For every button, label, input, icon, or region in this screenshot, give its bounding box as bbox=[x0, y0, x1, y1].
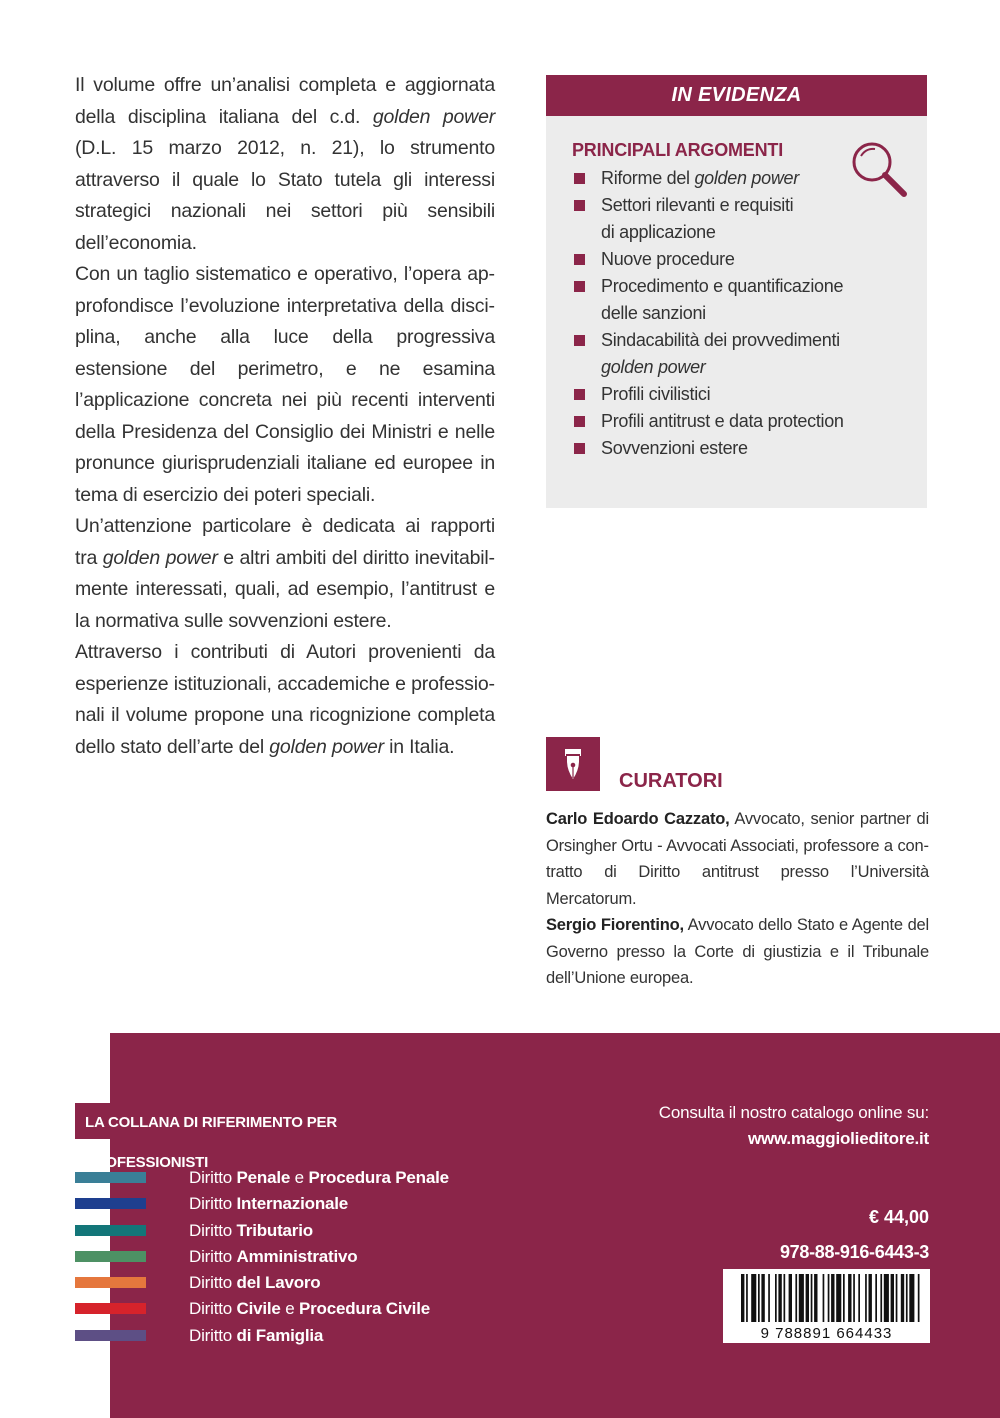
intro-paragraph-1: Il volume offre un’analisi completa e aggiornata della disciplina italiana del c.d. golden power (D.L. 15 marzo 2012, n. 21), lo strumento attraverso il quale lo Stato tutela gli interessi strategici nazionali nei settori più sensibili dell’economia. bbox=[75, 74, 496, 254]
bullet-square-icon bbox=[574, 389, 585, 400]
curatore-1: Carlo Edoardo Cazzato, Avvocato, senior partner di Orsingher Ortu - Avvocati Associati, professore a contratto di Diritto antitrust presso l’Università Mercatorum. bbox=[546, 810, 929, 908]
intro-paragraph-2: Con un taglio sistematico e operativo, l’opera approfondisce l’evoluzione interpretativa della disciplina, anche alla luce della progressiva estensione del perimetro, e ne esamina l’applicazione concreta nei più recenti interventi della Presidenza del Consiglio dei Ministri e nelle pronunce giurisprudenziali italiane ed europee in tema di esercizio dei poteri speciali. bbox=[75, 263, 495, 506]
argomenti-list bbox=[574, 165, 914, 462]
bullet-square-icon bbox=[574, 335, 585, 346]
bullet-square-icon bbox=[574, 416, 585, 427]
barcode-bar bbox=[789, 1274, 792, 1322]
barcode-bar bbox=[741, 1274, 744, 1322]
barcode-bar bbox=[799, 1274, 804, 1322]
curatori-text bbox=[546, 806, 929, 992]
bullet-square-icon bbox=[574, 281, 585, 292]
barcode-bar bbox=[843, 1274, 845, 1322]
barcode-bar bbox=[814, 1274, 817, 1322]
principali-argomenti-title: PRINCIPALI ARGOMENTI bbox=[572, 140, 783, 160]
barcode-bar bbox=[853, 1274, 855, 1322]
in-evidenza-box bbox=[546, 75, 927, 508]
barcode-bar bbox=[869, 1274, 872, 1322]
barcode-bar bbox=[778, 1274, 781, 1322]
argomento-item: Settori rilevanti e requisiti di applicazione bbox=[574, 192, 914, 246]
barcode-bar bbox=[891, 1274, 894, 1322]
color-bar bbox=[75, 1303, 146, 1314]
barcode-bar bbox=[858, 1274, 860, 1322]
barcode-bar bbox=[775, 1274, 777, 1322]
barcode-bar bbox=[761, 1274, 764, 1322]
collana-label: LA COLLANA DI RIFERIMENTO PER PROFESSIONISTI bbox=[75, 1103, 450, 1139]
intro-text bbox=[75, 70, 495, 763]
barcode-bar bbox=[906, 1274, 908, 1322]
bullet-square-icon bbox=[574, 254, 585, 265]
barcode-bar bbox=[836, 1274, 841, 1322]
barcode-bar bbox=[795, 1274, 797, 1322]
barcode-bar bbox=[768, 1274, 770, 1322]
barcode-bar bbox=[831, 1274, 834, 1322]
argomento-item: Sindacabilità dei provvedimenti golden power bbox=[574, 327, 914, 381]
barcode-bar bbox=[823, 1274, 825, 1322]
in-evidenza-header: IN EVIDENZA bbox=[546, 75, 927, 116]
argomento-item: Sovvenzioni estere bbox=[574, 435, 914, 462]
color-bar bbox=[75, 1330, 146, 1341]
argomento-item: Riforme del golden power bbox=[574, 165, 914, 192]
barcode-bar bbox=[784, 1274, 786, 1322]
catalog-info bbox=[659, 1100, 929, 1152]
barcode-bar bbox=[865, 1274, 867, 1322]
barcode-bar bbox=[811, 1274, 813, 1322]
barcode-bar bbox=[746, 1274, 748, 1322]
barcode-bar bbox=[880, 1274, 882, 1322]
barcode-bar bbox=[806, 1274, 809, 1322]
fountain-pen-icon bbox=[546, 737, 600, 791]
curatori-title: CURATORI bbox=[619, 770, 723, 792]
barcode-bar bbox=[901, 1274, 904, 1322]
price: € 44,00 bbox=[868, 1207, 929, 1227]
barcode-bar bbox=[896, 1274, 898, 1322]
barcode-bar bbox=[758, 1274, 760, 1322]
argomento-item: Procedimento e quantificazione delle sanzioni bbox=[574, 273, 914, 327]
bullet-square-icon bbox=[574, 173, 585, 184]
barcode-bar bbox=[848, 1274, 851, 1322]
color-bar bbox=[75, 1251, 146, 1262]
catalog-url: www.maggiolieditore.it bbox=[747, 1129, 929, 1148]
color-bar bbox=[75, 1172, 146, 1183]
barcode bbox=[723, 1269, 930, 1343]
barcode-bar bbox=[875, 1274, 877, 1322]
barcode-digits: 9 788891 664433 bbox=[760, 1325, 893, 1342]
bullet-square-icon bbox=[574, 200, 585, 211]
intro-paragraph-3: Un’attenzione particolare è dedicata ai rapporti tra golden power e altri ambiti del diritto inevitabilmente interessati, quali, ad esempio, l’antitrust e la normativa sulle sovvenzioni estere. bbox=[75, 515, 496, 632]
color-bar bbox=[75, 1277, 146, 1288]
argomento-item: Nuove procedure bbox=[574, 246, 914, 273]
intro-paragraph-4: Attraverso i contributi di Autori provenienti da esperienze istituzionali, accademiche e professionali il volume propone una ricognizione completa dello stato dell’arte del golden power in Italia. bbox=[75, 641, 495, 758]
barcode-bar bbox=[884, 1274, 889, 1322]
color-bar bbox=[75, 1198, 146, 1209]
barcode-bar bbox=[751, 1274, 756, 1322]
argomento-item: Profili civilistici bbox=[574, 381, 914, 408]
barcode-bar bbox=[918, 1274, 920, 1322]
argomento-item: Profili antitrust e data protection bbox=[574, 408, 914, 435]
color-bar bbox=[75, 1225, 146, 1236]
barcode-bar bbox=[828, 1274, 830, 1322]
catalog-line: Consulta il nostro catalogo online su: bbox=[658, 1103, 929, 1122]
bullet-square-icon bbox=[574, 443, 585, 454]
barcode-bar bbox=[909, 1274, 914, 1322]
curatore-2: Sergio Fiorentino, Avvocato dello Stato e Agente del Governo presso la Corte di giustizia e il Tribunale dell’Unione europea. bbox=[546, 916, 929, 987]
isbn: 978-88-916-6443-3 bbox=[779, 1242, 929, 1262]
